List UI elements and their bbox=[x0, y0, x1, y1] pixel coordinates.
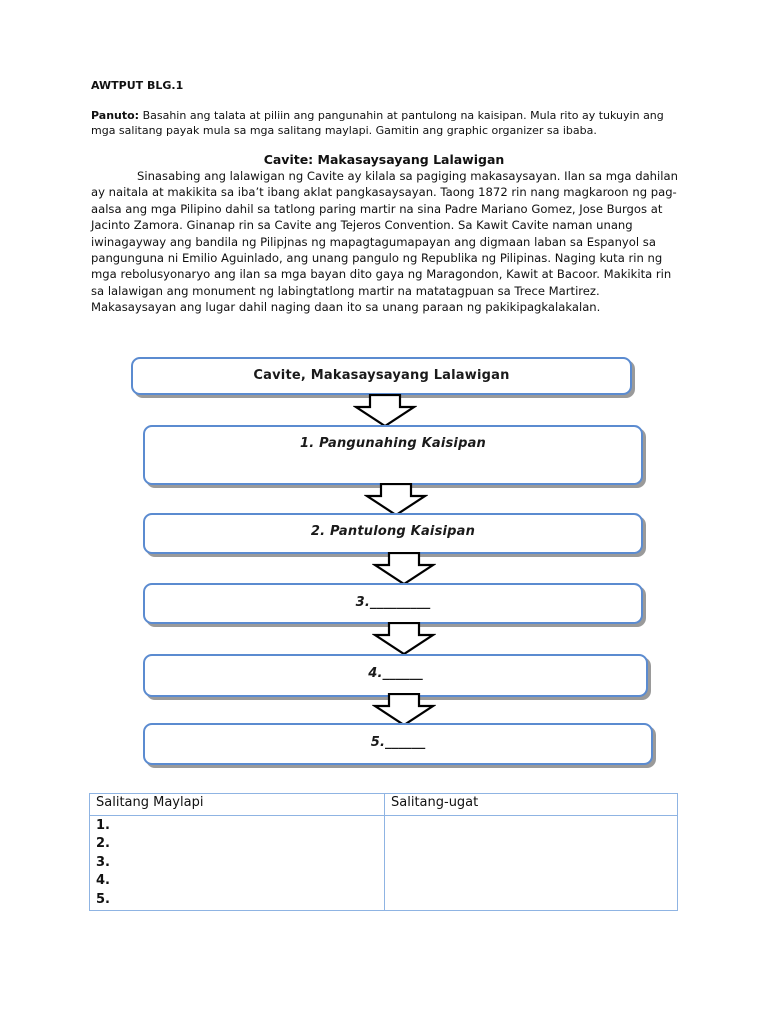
main-idea-box[interactable] bbox=[143, 425, 643, 485]
passage-body: Sinasabing ang lalawigan ng Cavite ay kilala sa pagiging makasaysayan. Ilan sa mga dahilan ay naitala at makikita sa iba’t ibang aklat pangkasaysayan. Taong 1872 rin nang magkaroon ng pag-aalsa ang mga Pilipino dahil sa tatlong paring martir na sina Padre Mariano Gomez, Jose Burgos at Jacinto Zamora. Ginanap rin sa Cavite ang Tejeros Convention. Sa Kawit Cavite naman unang iwinagayway ang bandila ng Pilipjnas ng mapagtagumapayan ang digmaan laban sa Espanyol sa pangunguna ni Emilio Aguinlado, ang unang pangulo ng Republika ng Pilipinas. Naging kuta rin ng mga rebolusyonaryo ang ilan sa mga bayan dito gaya ng Maragondon, Kawit at Bacoor. Makikita rin sa lalawigan ang monument ng labingtatlong martir na matatagpuan sa Trece Martirez. Makasaysayan ang lugar dahil naging daan ito sa unang paraan ng pakikipagkalakalan. bbox=[91, 169, 678, 315]
supporting-idea-label: 2. Pantulong Kaisipan bbox=[310, 524, 476, 539]
instructions-text: Basahin ang talata at piliin ang pangunahin at pantulong na kaisipan. Mula rito ay tukuyin ang mga salitang payak mula sa mga salitang maylapi. Gamitin ang graphic organizer sa ibaba. bbox=[91, 109, 664, 137]
list-item-number: 2. bbox=[96, 836, 110, 852]
instructions bbox=[91, 108, 681, 138]
main-idea-label: 1. Pangunahing Kaisipan bbox=[299, 436, 487, 451]
list-item-number: 5. bbox=[96, 891, 110, 907]
column-header-affixed-words: Salitang Maylapi bbox=[90, 794, 385, 816]
list-item-number: 3. bbox=[96, 854, 110, 870]
organizer-title-box bbox=[131, 357, 632, 395]
down-arrow-icon bbox=[364, 483, 428, 517]
column-header-root-words: Salitang-ugat bbox=[385, 794, 678, 816]
down-arrow-icon bbox=[372, 693, 436, 727]
list-item-number: 1. bbox=[96, 818, 110, 833]
down-arrow-icon bbox=[372, 552, 436, 586]
words-table bbox=[89, 793, 678, 911]
table-header-row bbox=[90, 794, 678, 816]
organizer-title: Cavite, Makasaysayang Lalawigan bbox=[253, 368, 510, 383]
organizer-box-3[interactable] bbox=[143, 583, 643, 624]
worksheet-heading: AWTPUT BLG.1 bbox=[91, 79, 184, 92]
instructions-label: Panuto: bbox=[91, 109, 140, 122]
organizer-box-4-label: 4.______ bbox=[368, 666, 423, 681]
passage-title: Cavite: Makasaysayang Lalawigan bbox=[263, 152, 505, 167]
organizer-box-4[interactable] bbox=[143, 654, 648, 697]
organizer-box-5-label: 5.______ bbox=[370, 735, 426, 750]
organizer-box-3-label: 3._________ bbox=[355, 595, 431, 610]
affixed-words-cell[interactable] bbox=[90, 816, 385, 911]
down-arrow-icon bbox=[372, 622, 436, 656]
table-row bbox=[90, 816, 678, 911]
root-words-cell[interactable] bbox=[385, 816, 678, 911]
down-arrow-icon bbox=[353, 394, 417, 428]
supporting-idea-box[interactable] bbox=[143, 513, 643, 554]
list-item-number: 4. bbox=[96, 873, 110, 889]
organizer-box-5[interactable] bbox=[143, 723, 653, 765]
